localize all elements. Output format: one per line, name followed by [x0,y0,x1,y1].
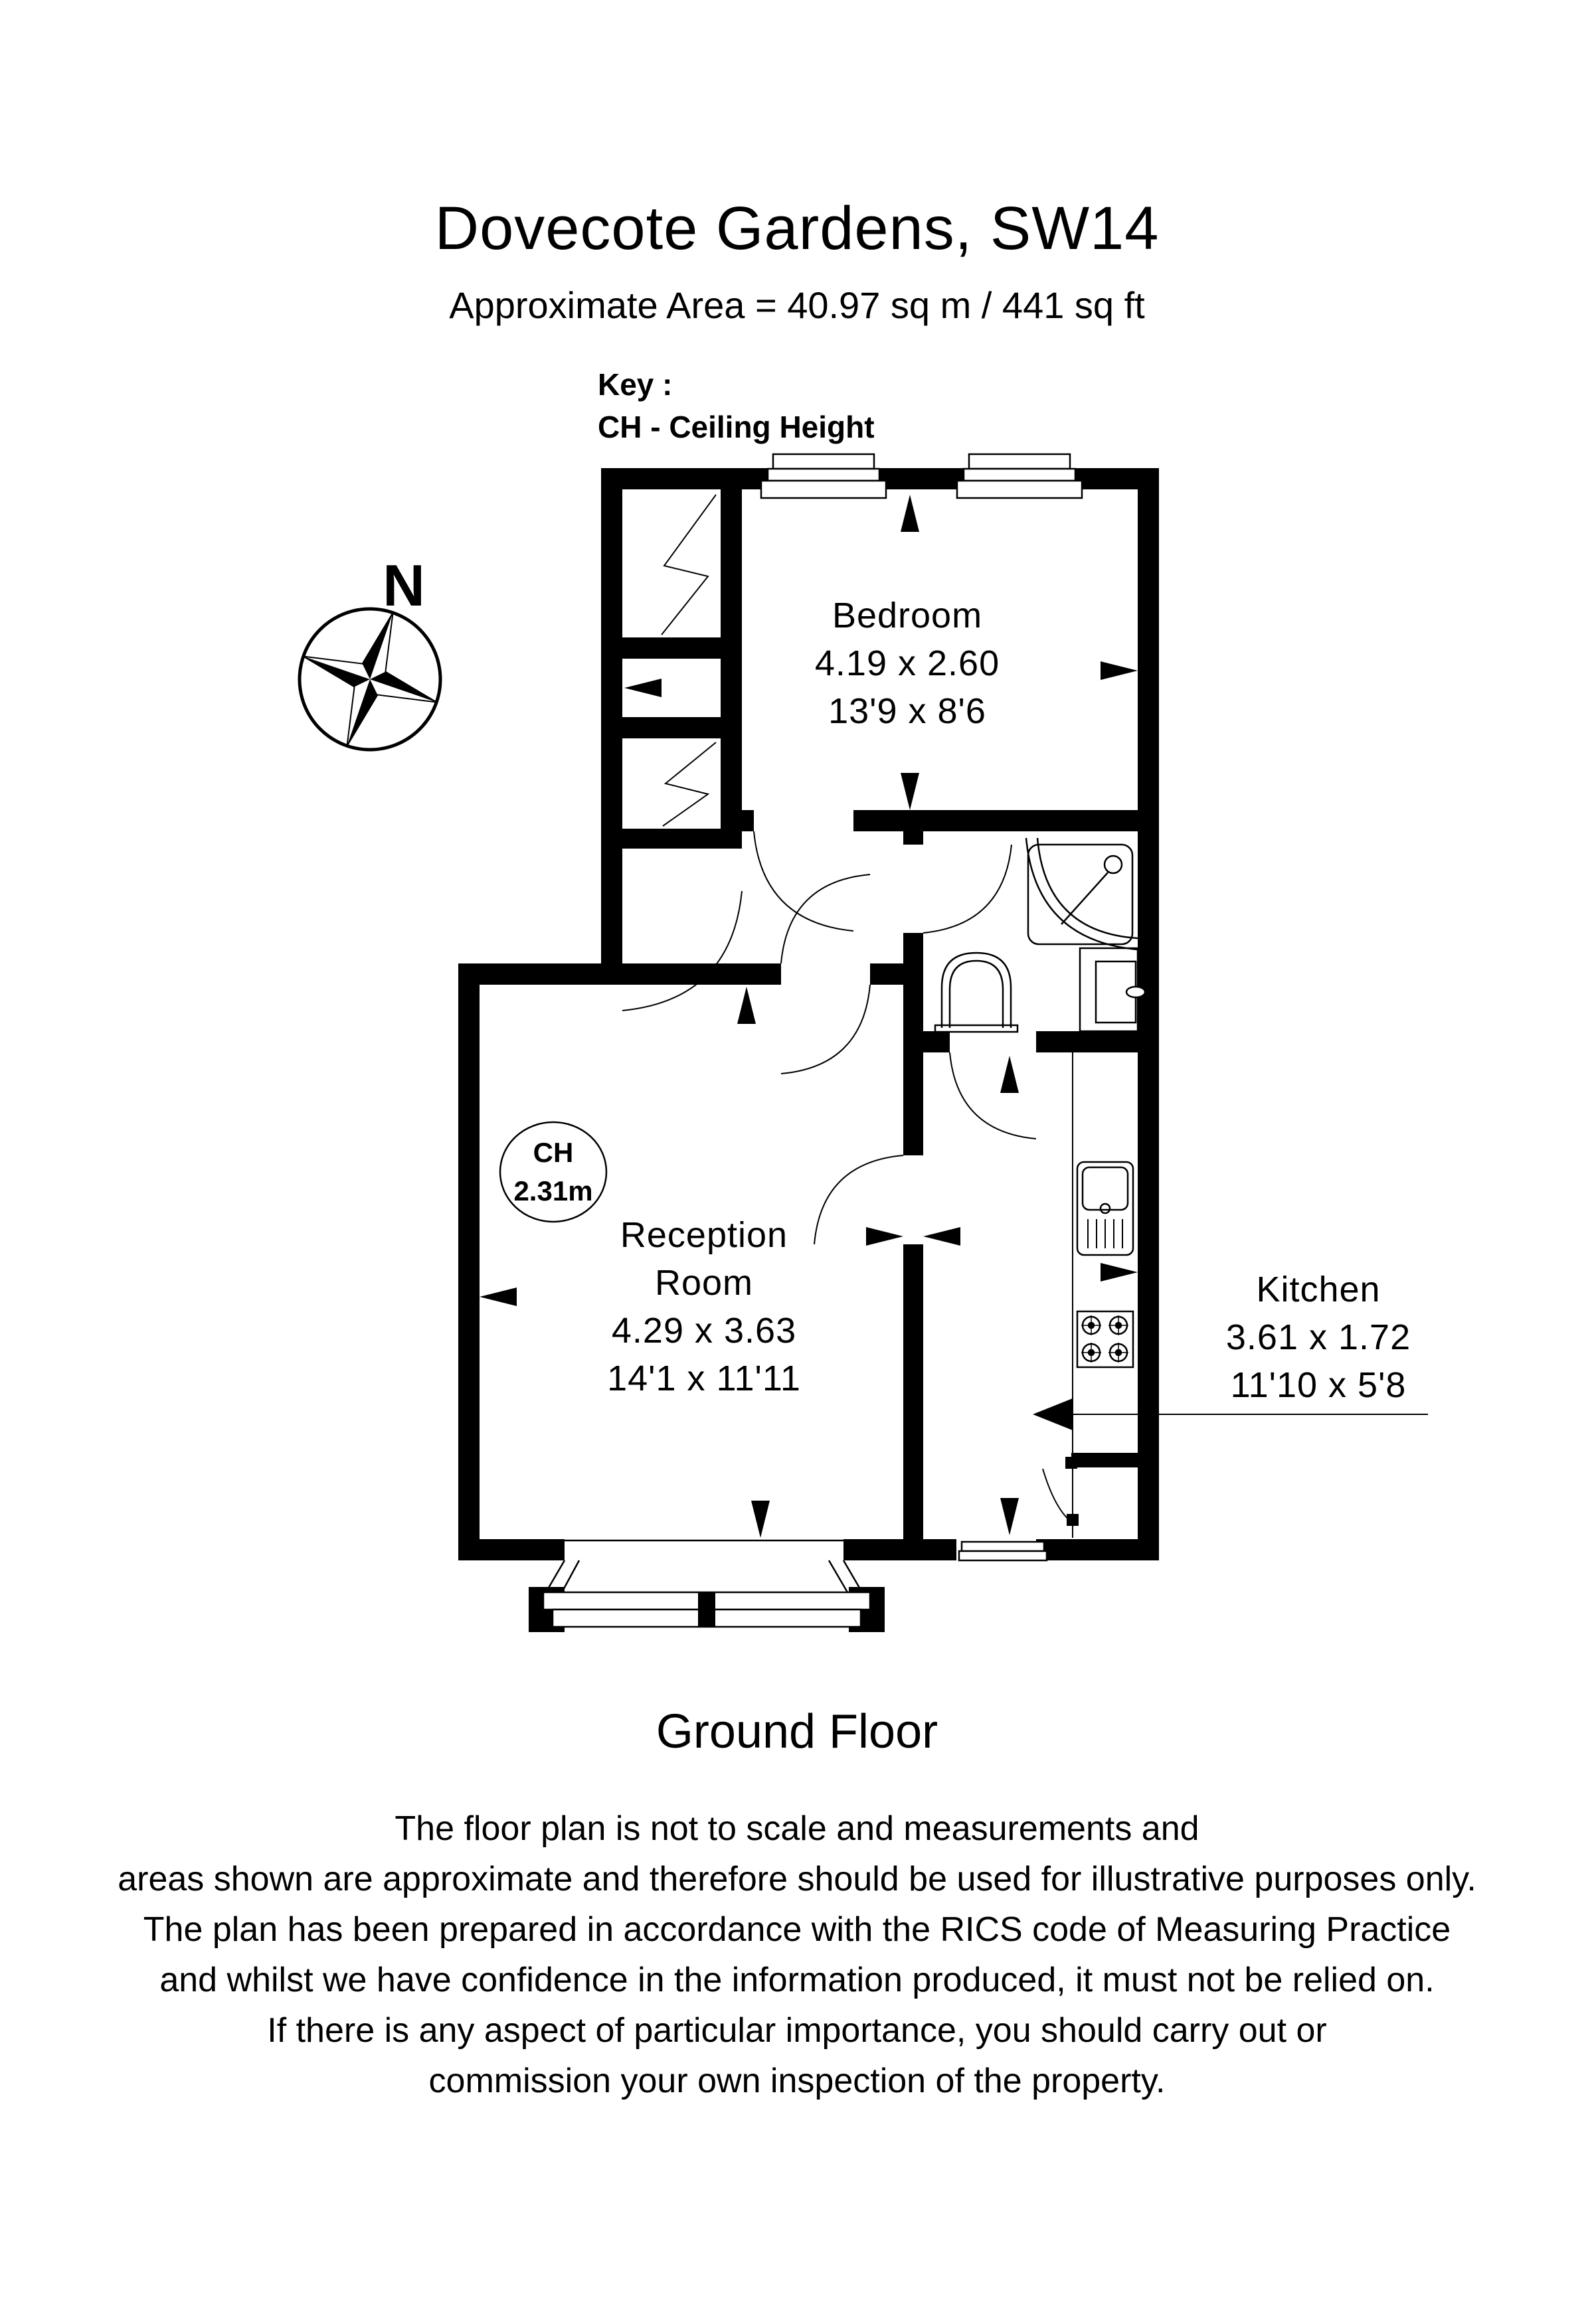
leader-arrow [1033,1398,1073,1430]
kitchen-rear-window [959,1542,1047,1560]
dimension-arrow [737,987,756,1024]
compass-icon [300,552,440,750]
dimension-arrow [1000,1056,1019,1093]
disclaimer-line: commission your own inspection of the property. [428,2062,1166,2100]
compass-north-label: N [383,552,425,618]
wash-basin-icon [1080,948,1145,1031]
disclaimer [0,1803,1594,2106]
ceiling-height-value: 2.31m [513,1175,593,1206]
hob-icon [1077,1311,1133,1367]
door-arc [781,985,870,1074]
ceiling-height-label: CH [533,1137,574,1168]
door-arc [814,1155,903,1244]
dimension-arrow [901,495,919,532]
disclaimer-line: areas shown are approximate and therefore should be used for illustrative purposes only. [118,1860,1476,1898]
disclaimer-line: If there is any aspect of particular importance, you should carry out or [267,2011,1327,2050]
dimension-arrow [866,1227,903,1246]
reception-dimensions-ft: 14'1 x 11'11 [607,1359,801,1398]
key-heading: Key : [598,367,673,402]
reception-name-line2: Room [654,1263,754,1303]
disclaimer-line: and whilst we have confidence in the information produced, it must not be relied on. [159,1961,1435,1999]
door-arc [923,845,1012,933]
door-arc [950,1052,1036,1139]
bay-window [529,1540,885,1632]
dimension-arrow [1101,1263,1138,1282]
disclaimer-line: The floor plan is not to scale and measurements and [395,1809,1199,1848]
closet-doors [662,495,716,826]
shower-icon [1026,838,1138,950]
reception-name-line1: Reception [620,1215,788,1255]
kitchen-dimensions-ft: 11'10 x 5'8 [1230,1365,1407,1405]
approximate-area: Approximate Area = 40.97 sq m / 441 sq ft [449,284,1145,326]
kitchen-name: Kitchen [1256,1270,1381,1309]
door-arc [781,874,870,963]
kitchen-sink-icon [1077,1162,1133,1255]
walls [458,468,1159,1560]
dimension-arrow [923,1227,960,1246]
bedroom-dimensions-m: 4.19 x 2.60 [814,643,1000,683]
kitchen-dimensions-m: 3.61 x 1.72 [1225,1317,1411,1357]
toilet-icon [935,953,1018,1032]
dimension-arrow [624,679,662,697]
dimension-arrows [480,495,1138,1538]
bedroom-window-left [761,454,886,498]
door-arc [622,891,742,1011]
doors [622,831,1079,1526]
disclaimer-line: The plan has been prepared in accordance with the RICS code of Measuring Practice [143,1910,1451,1949]
closet-door-zigzag [662,495,716,635]
bedroom-name: Bedroom [832,596,983,635]
dimension-arrow [1101,661,1138,680]
page-title: Dovecote Gardens, SW14 [434,195,1160,262]
dimension-arrow [480,1287,517,1306]
dimension-arrow [751,1501,770,1538]
bathroom-fixtures [935,838,1145,1032]
dimension-arrow [1000,1498,1019,1535]
closet-door-zigzag [663,742,716,826]
dimension-arrow [901,773,919,810]
bedroom-window-right [957,454,1082,498]
floor-label: Ground Floor [656,1705,938,1758]
ceiling-height-badge [500,1122,606,1222]
bedroom-dimensions-ft: 13'9 x 8'6 [828,691,986,731]
key-entry: CH - Ceiling Height [598,410,875,444]
reception-dimensions-m: 4.29 x 3.63 [611,1311,797,1351]
